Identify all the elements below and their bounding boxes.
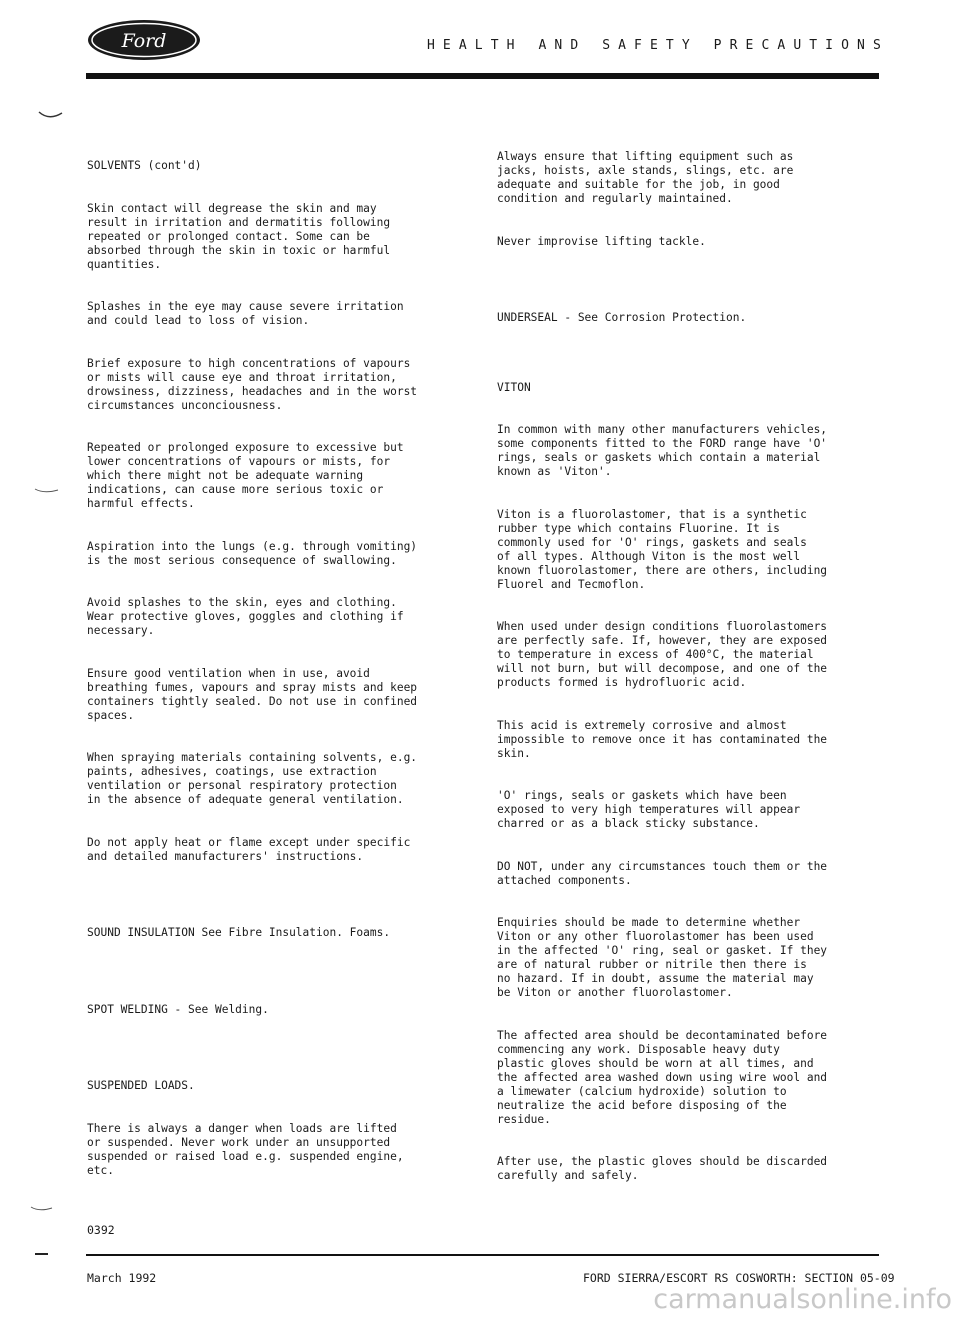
left-paragraph: There is always a danger when loads are lifted or suspended. Never work under an unsupported suspended or raised load e.g. suspended engine, etc. bbox=[87, 1121, 404, 1177]
left-paragraph: Avoid splashes to the skin, eyes and clothing. Wear protective gloves, goggles and clothing if necessary. bbox=[87, 596, 404, 637]
left-paragraph: Do not apply heat or flame except under specific and detailed manufacturers' instructions. bbox=[87, 835, 411, 863]
solvents-heading: SOLVENTS (cont'd) bbox=[87, 159, 202, 172]
right-paragraph: Always ensure that lifting equipment such as jacks, hoists, axle stands, slings, etc. are adequate and suitable for the job, in good condition and regularly maintained. bbox=[497, 150, 794, 205]
header-title: HEALTH AND SAFETY PRECAUTIONS bbox=[427, 38, 889, 53]
suspended-loads-heading: SUSPENDED LOADS. bbox=[87, 1079, 195, 1092]
watermark: carmanualsonline.info bbox=[653, 1284, 952, 1315]
margin-mark-top bbox=[38, 110, 64, 122]
page-number: 0392 bbox=[87, 1223, 115, 1237]
left-column bbox=[87, 145, 482, 1206]
margin-mark-middle bbox=[34, 486, 60, 496]
left-paragraph: Ensure good ventilation when in use, avoid breathing fumes, vapours and spray mists and keep containers tightly sealed. Do not use in confined spaces. bbox=[87, 666, 418, 722]
footer-date: March 1992 bbox=[87, 1271, 157, 1285]
right-paragraph: After use, the plastic gloves should be discarded carefully and safely. bbox=[497, 1155, 828, 1182]
header-rule bbox=[86, 73, 879, 79]
right-paragraph: 'O' rings, seals or gaskets which have been exposed to very high temperatures will appear charred or as a black sticky substance. bbox=[497, 789, 801, 830]
left-paragraph: When spraying materials containing solvents, e.g. paints, adhesives, coatings, use extraction ventilation or personal respiratory protection in the absence of adequate general ventilation. bbox=[87, 751, 418, 806]
svg-text:Ford: Ford bbox=[121, 30, 167, 52]
right-paragraph: This acid is extremely corrosive and almost impossible to remove once it has contaminated the skin. bbox=[497, 718, 828, 760]
underseal-entry: UNDERSEAL - See Corrosion Protection. bbox=[497, 311, 747, 324]
right-paragraph: Enquiries should be made to determine whether Viton or any other fluorolastomer has been used in the affected 'O' ring, seal or gasket. If they are of natural rubber or nitrile then there is no hazard. If in doubt, assume the material may be Viton or another fluorolastomer. bbox=[497, 916, 828, 999]
left-paragraph: Brief exposure to high concentrations of vapours or mists will cause eye and throat irritation, drowsiness, dizziness, headaches and in the worst circumstances unconciousness. bbox=[87, 356, 418, 412]
right-paragraph: The affected area should be decontaminated before commencing any work. Disposable heavy duty plastic gloves should be worn at all times, and the affected area washed down using wire wool and a limewater (calcium hydroxide) solution to neutralize the acid before disposing of the residue. bbox=[497, 1028, 828, 1126]
right-paragraph: Never improvise lifting tackle. bbox=[497, 234, 706, 248]
left-paragraph: Splashes in the eye may cause severe irritation and could lead to loss of vision. bbox=[87, 300, 404, 327]
sound-insulation-entry: SOUND INSULATION See Fibre Insulation. Foams. bbox=[87, 926, 391, 939]
left-paragraph: Skin contact will degrease the skin and may result in irritation and dermatitis following repeated or prolonged contact. Some can be absorbed through the skin in toxic or harmful quantities. bbox=[87, 201, 391, 271]
viton-heading: VITON bbox=[497, 380, 531, 394]
ford-logo bbox=[86, 18, 202, 62]
right-paragraph: DO NOT, under any circumstances touch them or the attached components. bbox=[497, 859, 828, 887]
right-paragraph: In common with many other manufacturers vehicles, some components fitted to the FORD range have 'O' rings, seals or gaskets which contain a material known as 'Viton'. bbox=[497, 423, 828, 478]
right-paragraph: Viton is a fluorolastomer, that is a synthetic rubber type which contains Fluorine. It is commonly used for 'O' rings, gaskets and seals of all types. Although Viton is the most well known fluorolastomer, there are others, including Fluorel and Tecmoflon. bbox=[497, 507, 828, 591]
spot-welding-entry: SPOT WELDING - See Welding. bbox=[87, 1002, 269, 1016]
right-paragraph: When used under design conditions fluorolastomers are perfectly safe. If, however, they are exposed to temperature in excess of 400°C, the material will not burn, but will decompose, and one of the products formed is hydrofluoric acid. bbox=[497, 620, 828, 689]
footer-section: FORD SIERRA/ESCORT RS COSWORTH: SECTION 05-09 bbox=[583, 1271, 895, 1285]
footer-rule bbox=[86, 1254, 879, 1256]
margin-mark-lower bbox=[30, 1204, 54, 1214]
left-paragraph: Aspiration into the lungs (e.g. through vomiting) is the most serious consequence of swallowing. bbox=[87, 539, 418, 567]
margin-dash bbox=[35, 1253, 48, 1255]
right-column bbox=[497, 136, 892, 1212]
left-paragraph: Repeated or prolonged exposure to excessive but lower concentrations of vapours or mists, for which there might not be adequate warning indications, can cause more serious toxic or harmful effects. bbox=[87, 441, 404, 510]
